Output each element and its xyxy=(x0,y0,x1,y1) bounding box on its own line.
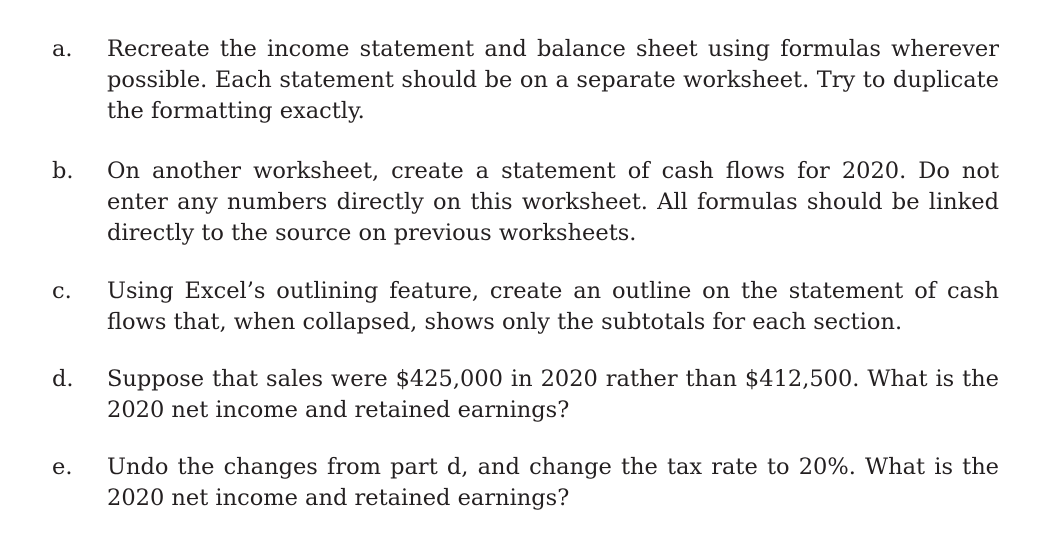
item-text xyxy=(107,276,999,338)
text-line: Recreate the income statement and balance sheet using formulas wherever xyxy=(107,36,999,62)
text-line: On another worksheet, create a statement of cash flows for 2020. Do not xyxy=(107,158,999,184)
text-line: flows that, when collapsed, shows only the subtotals for each section. xyxy=(107,309,903,335)
text-line: enter any numbers directly on this worksheet. All formulas should be linked xyxy=(107,189,999,215)
text-line: possible. Each statement should be on a separate worksheet. Try to duplicate xyxy=(107,67,999,93)
text-line: the formatting exactly. xyxy=(107,98,365,124)
item-text xyxy=(107,364,999,426)
text-line: 2020 net income and retained earnings? xyxy=(107,485,570,511)
text-line: 2020 net income and retained earnings? xyxy=(107,397,570,423)
item-marker: b. xyxy=(52,158,74,184)
item-text xyxy=(107,34,999,127)
item-text xyxy=(107,156,999,249)
text-line: Using Excel’s outlining feature, create an outline on the statement of cash xyxy=(107,278,999,304)
item-marker: d. xyxy=(52,366,74,392)
item-marker: a. xyxy=(52,36,73,62)
text-line: Suppose that sales were $425,000 in 2020 rather than $412,500. What is the xyxy=(107,366,999,392)
text-line: directly to the source on previous worksheets. xyxy=(107,220,637,246)
item-text xyxy=(107,452,999,514)
item-marker: c. xyxy=(52,278,72,304)
text-line: Undo the changes from part d, and change the tax rate to 20%. What is the xyxy=(107,454,999,480)
item-marker: e. xyxy=(52,454,73,480)
